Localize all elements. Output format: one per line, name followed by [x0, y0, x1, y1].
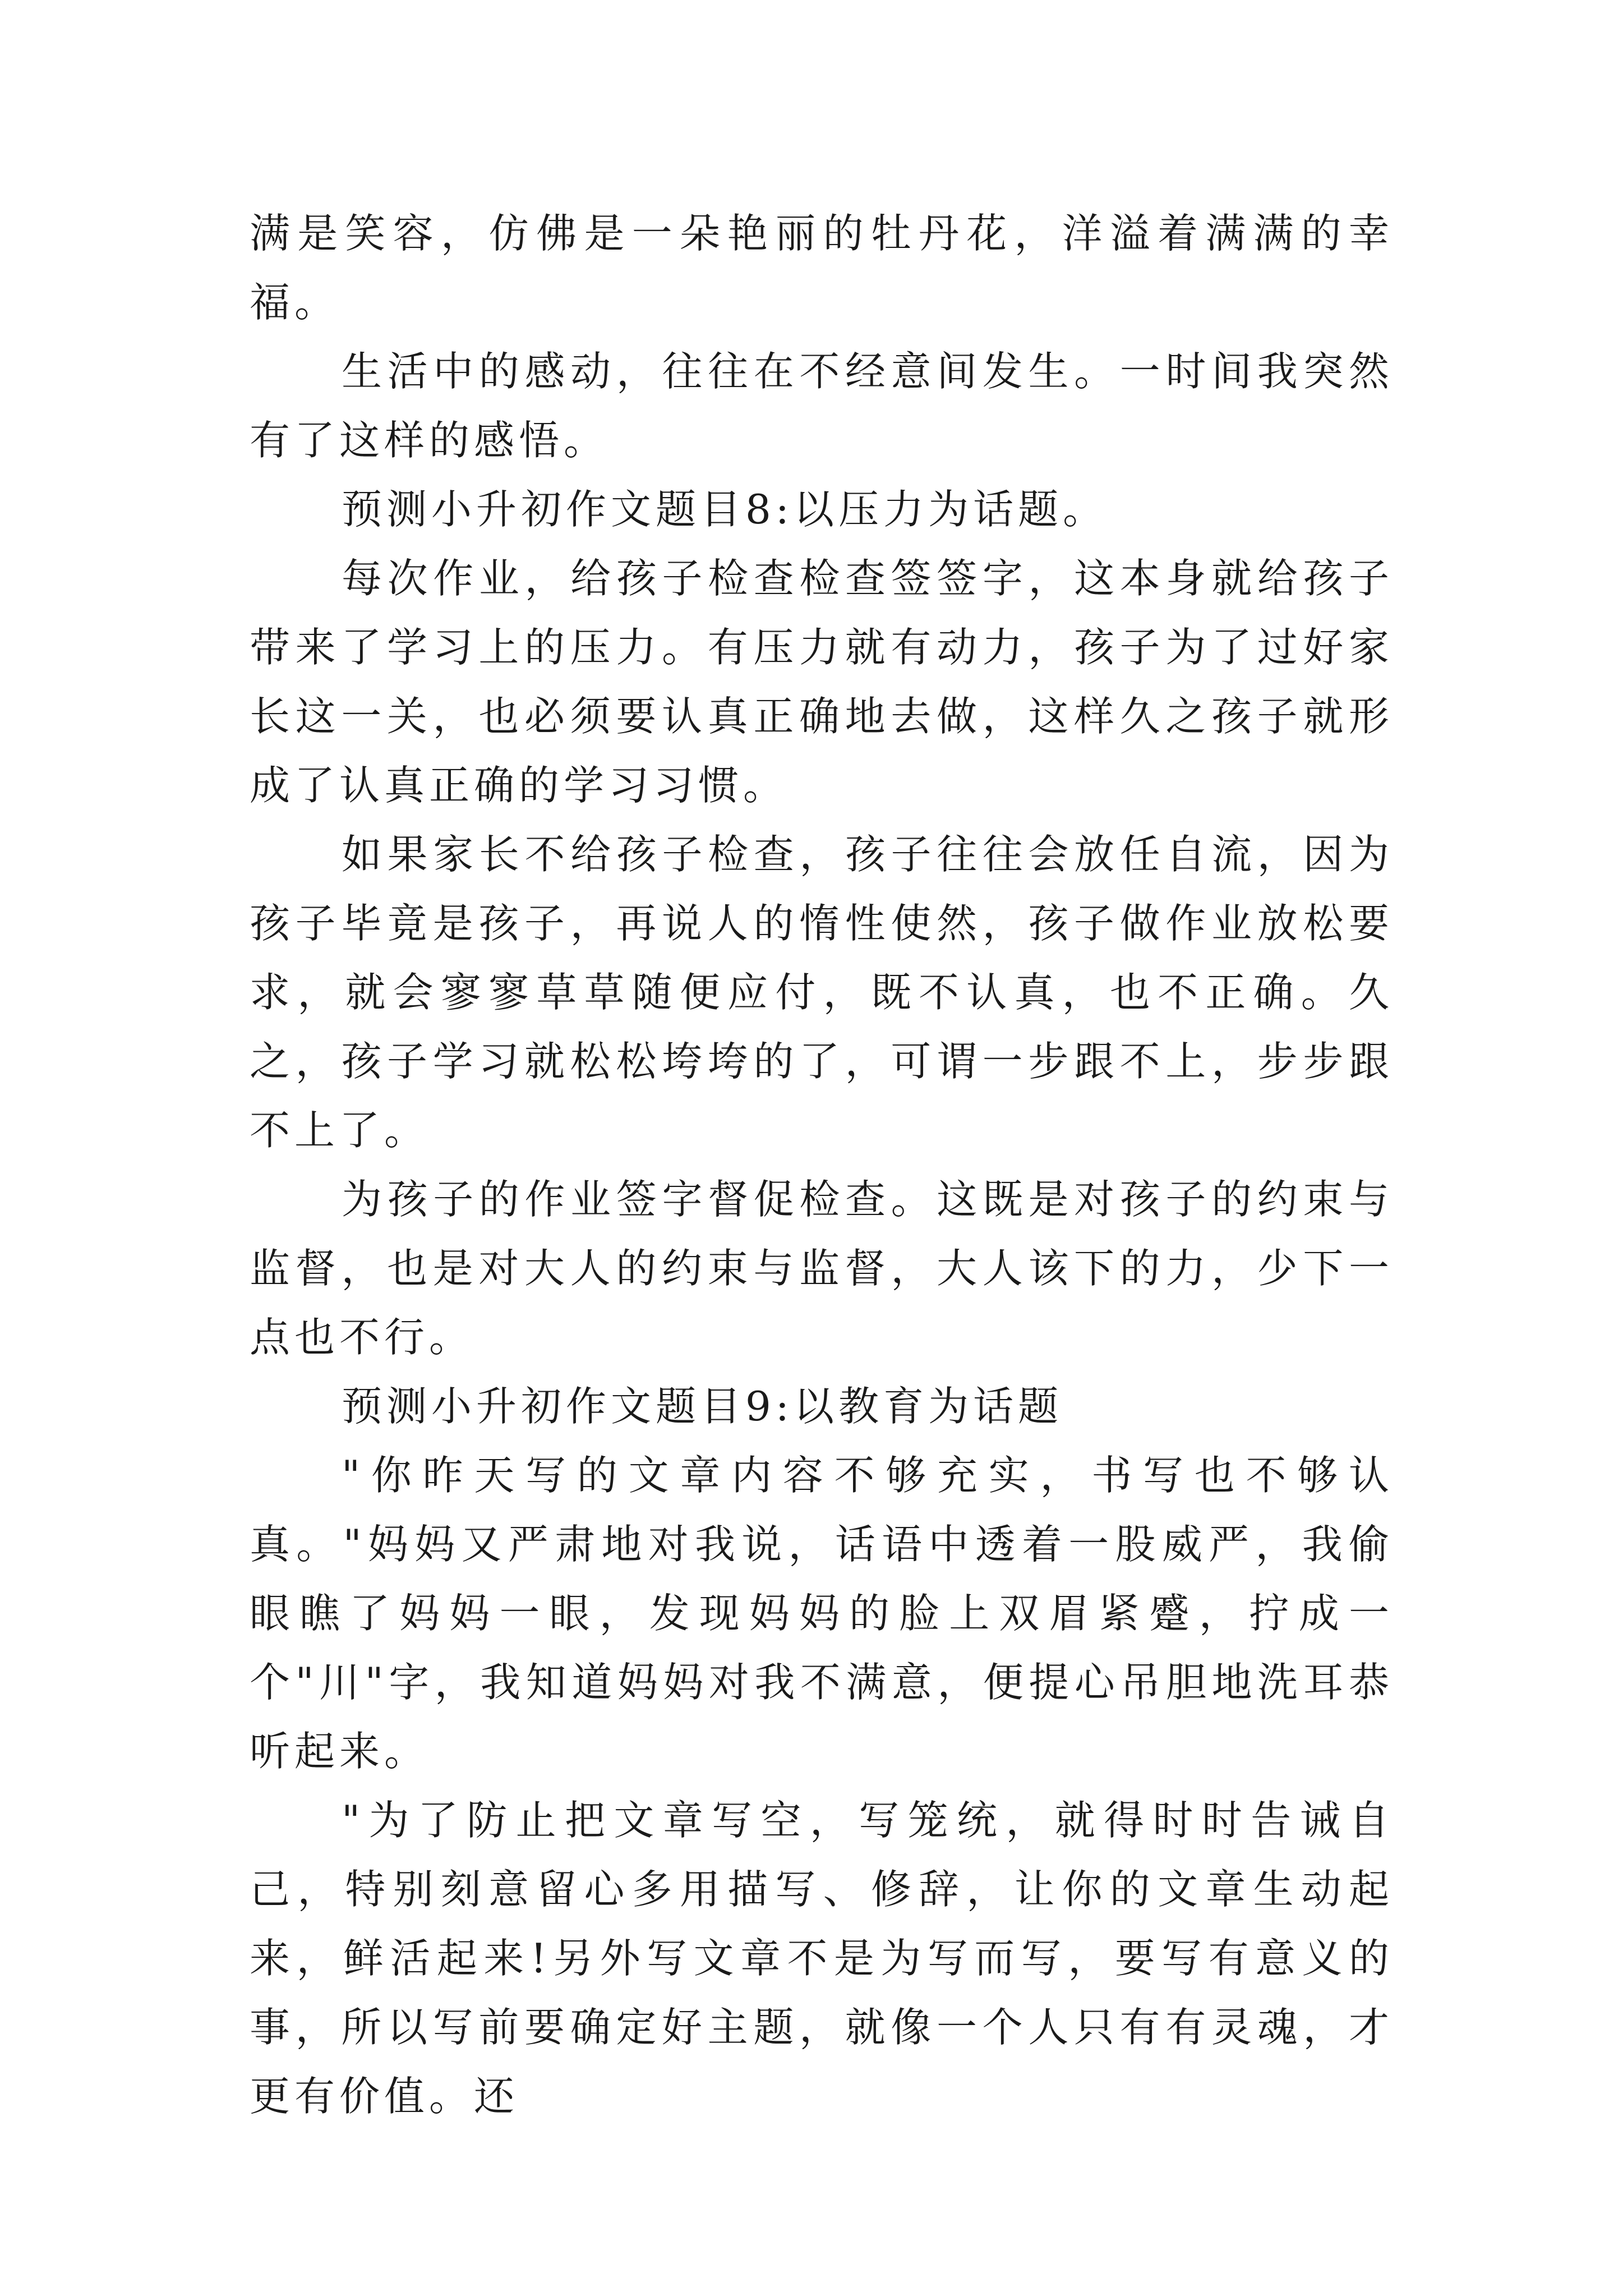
paragraph-pressure-3: 为孩子的作业签字督促检查。这既是对孩子的约束与监督，也是对大人的约束与监督，大人该下的力，少下一点也不行。: [250, 1176, 1394, 1361]
essay-topic-heading-8: 预测小升初作文题目8:以压力为话题。: [342, 486, 1108, 533]
paragraph-reflection: 生活中的感动，往往在不经意间发生。一时间我突然有了这样的感悟。: [250, 348, 1394, 464]
paragraph-continuation: 满是笑容，仿佛是一朵艳丽的牡丹花，洋溢着满满的幸福。: [250, 210, 1394, 326]
paragraph-pressure-1: 每次作业，给孩子检查检查签签字，这本身就给孩子带来了学习上的压力。有压力就有动力，孩子为了过好家长这一关，也必须要认真正确地去做，这样久之孩子就形成了认真正确的学习习惯。: [250, 555, 1394, 809]
paragraph-education-2: "为了防止把文章写空，写笼统，就得时时告诫自己，特别刻意留心多用描写、修辞，让你的文章生动起来，鲜活起来!另外写文章不是为写而写，要写有意义的事，所以写前要确定好主题，就像一个人只有有灵魂，才更有价值。还: [250, 1797, 1394, 2120]
paragraph-education-1: "你昨天写的文章内容不够充实，书写也不够认真。"妈妈又严肃地对我说，话语中透着一股威严，我偷眼瞧了妈妈一眼，发现妈妈的脸上双眉紧蹙，拧成一个"川"字，我知道妈妈对我不满意，便提心吊胆地洗耳恭听起来。: [250, 1452, 1394, 1775]
paragraph-pressure-2: 如果家长不给孩子检查，孩子往往会放任自流，因为孩子毕竟是孩子，再说人的惰性使然，孩子做作业放松要求，就会寥寥草草随便应付，既不认真，也不正确。久之，孩子学习就松松垮垮的了，可谓一步跟不上，步步跟不上了。: [250, 831, 1394, 1154]
essay-topic-heading-9: 预测小升初作文题目9:以教育为话题: [342, 1383, 1063, 1430]
document-body: [250, 199, 1394, 2131]
